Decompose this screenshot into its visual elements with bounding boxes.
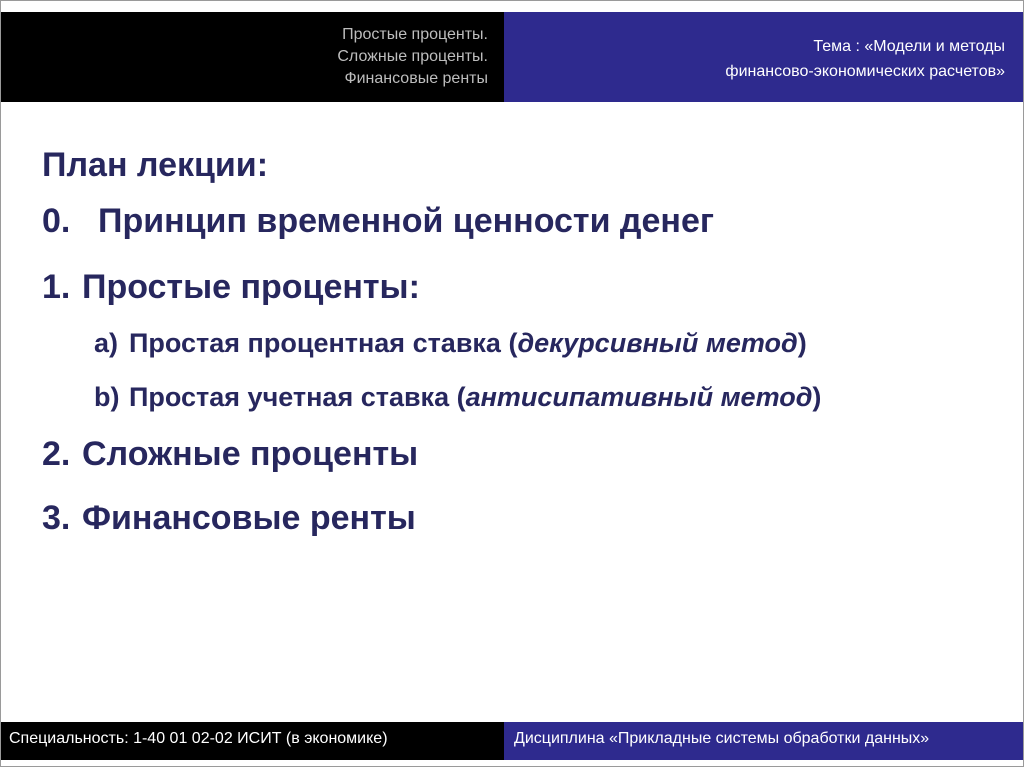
theme-box: [504, 12, 1023, 102]
theme-line-2: финансово-экономических расчетов»: [725, 63, 1005, 80]
plan-item: [42, 493, 416, 543]
plan-item-number: 2.: [42, 435, 71, 473]
plan-item: [42, 429, 419, 479]
plan-item: [42, 262, 420, 312]
header-topic-line: Простые проценты.: [342, 26, 488, 43]
theme-line-1: Тема : «Модели и методы: [813, 38, 1005, 55]
plan-title: План лекции:: [42, 146, 269, 184]
plan-item-text: Простые проценты:: [82, 268, 420, 306]
plan-subitem-number: b): [94, 382, 120, 412]
header-topic-line: Финансовые ренты: [344, 70, 488, 87]
subitem-prefix: Простая учетная ставка (: [129, 382, 466, 412]
plan-subitem-number: a): [94, 328, 119, 358]
subitem-suffix: ): [812, 382, 822, 412]
plan-subitem: [94, 323, 807, 363]
subitem-suffix: ): [797, 328, 807, 358]
header-topic-line: Сложные проценты.: [337, 48, 488, 65]
slide-footer: [1, 722, 1023, 760]
plan-item-number: 3.: [42, 499, 71, 537]
plan-item-text: Сложные проценты: [82, 435, 419, 473]
plan-item-text: Принцип временной ценности денег: [98, 202, 715, 240]
plan-subitem: [94, 377, 822, 417]
plan-subitem-text: [129, 323, 807, 363]
plan-item-text: Финансовые ренты: [82, 499, 416, 537]
subitem-method: декурсивный метод: [517, 328, 798, 358]
plan-item-number: 1.: [42, 268, 71, 306]
subitem-prefix: Простая процентная ставка (: [129, 328, 518, 358]
plan-item: [42, 196, 715, 246]
subitem-method: антисипативный метод: [465, 382, 813, 412]
slide-header: [1, 12, 1023, 102]
lecture-topics-box: [1, 12, 504, 102]
plan-item-number: 0.: [42, 202, 71, 240]
specialty-label: Специальность: 1-40 01 02-02 ИСИТ (в экономике): [1, 722, 504, 760]
discipline-label: Дисциплина «Прикладные системы обработки данных»: [504, 722, 1023, 760]
plan-subitem-text: [129, 377, 821, 417]
